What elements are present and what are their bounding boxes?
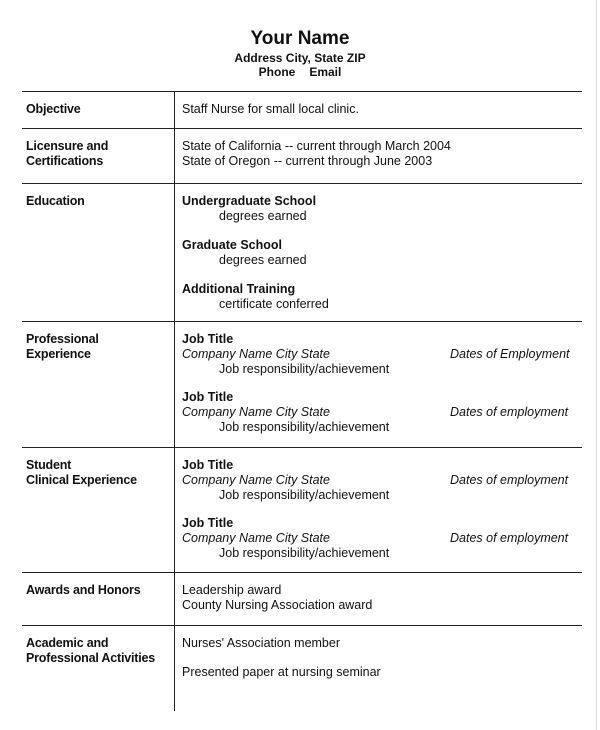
section-content (182, 636, 582, 680)
school-detail: degrees earned (219, 209, 307, 223)
job-duty: Job responsibility/achievement (219, 488, 390, 502)
resume-table (22, 91, 582, 711)
company-row (182, 531, 582, 546)
license-line: State of California -- current through March 2004 (182, 139, 451, 153)
award-line: Leadership award (182, 583, 282, 597)
divider (174, 184, 175, 321)
divider (174, 129, 175, 183)
activity-line: Nurses' Association member (182, 636, 341, 650)
section-education (22, 183, 582, 321)
section-label: Student Clinical Experience (26, 458, 137, 487)
contact-line (0, 65, 600, 79)
dates: Dates of Employment (450, 347, 570, 361)
section-clinical-experience (22, 447, 582, 572)
dates: Dates of employment (450, 531, 569, 545)
section-label: Education (26, 194, 85, 208)
job-title: Job Title (182, 332, 234, 346)
job-title: Job Title (182, 516, 234, 530)
section-licensure (22, 128, 582, 183)
section-label: Awards and Honors (26, 583, 141, 597)
section-content (182, 332, 582, 435)
job-duty: Job responsibility/achievement (219, 362, 390, 376)
job-title: Job Title (182, 458, 234, 472)
company: Company Name City State (182, 473, 330, 487)
section-label: Objective (26, 102, 81, 116)
objective-text: Staff Nurse for small local clinic. (182, 102, 359, 116)
dates: Dates of employment (450, 405, 569, 419)
job-title: Job Title (182, 390, 234, 404)
school-title: Undergraduate School (182, 194, 317, 208)
company: Company Name City State (182, 531, 330, 545)
school-title: Graduate School (182, 238, 283, 252)
company-row (182, 473, 582, 488)
section-label: Professional Experience (26, 332, 99, 361)
divider (174, 448, 175, 572)
email: Email (309, 65, 342, 79)
divider (174, 322, 175, 447)
section-label: Licensure and Certifications (26, 139, 109, 168)
divider (174, 626, 175, 711)
company-row (182, 405, 582, 420)
school-title: Additional Training (182, 282, 296, 296)
school-detail: degrees earned (219, 253, 307, 267)
section-professional-experience (22, 321, 582, 447)
company-row (182, 347, 582, 362)
section-content (182, 194, 582, 312)
resume-name: Your Name (250, 28, 350, 49)
phone: Phone (258, 65, 296, 79)
award-line: County Nursing Association award (182, 598, 373, 612)
section-content (182, 139, 582, 169)
section-content (182, 102, 582, 117)
activity-line: Presented paper at nursing seminar (182, 665, 381, 679)
section-objective (22, 91, 582, 128)
section-content (182, 458, 582, 561)
license-line: State of Oregon -- current through June 2003 (182, 154, 433, 168)
school-detail: certificate conferred (219, 297, 329, 311)
dates: Dates of employment (450, 473, 569, 487)
section-activities (22, 625, 582, 711)
divider (174, 573, 175, 625)
company: Company Name City State (182, 405, 330, 419)
section-label: Academic and Professional Activities (26, 636, 156, 665)
job-duty: Job responsibility/achievement (219, 546, 390, 560)
address-line: Address City, State ZIP (234, 51, 366, 65)
page-edge (596, 0, 597, 730)
divider (174, 92, 175, 128)
job-duty: Job responsibility/achievement (219, 420, 390, 434)
company: Company Name City State (182, 347, 330, 361)
section-content (182, 583, 582, 613)
section-awards (22, 572, 582, 625)
